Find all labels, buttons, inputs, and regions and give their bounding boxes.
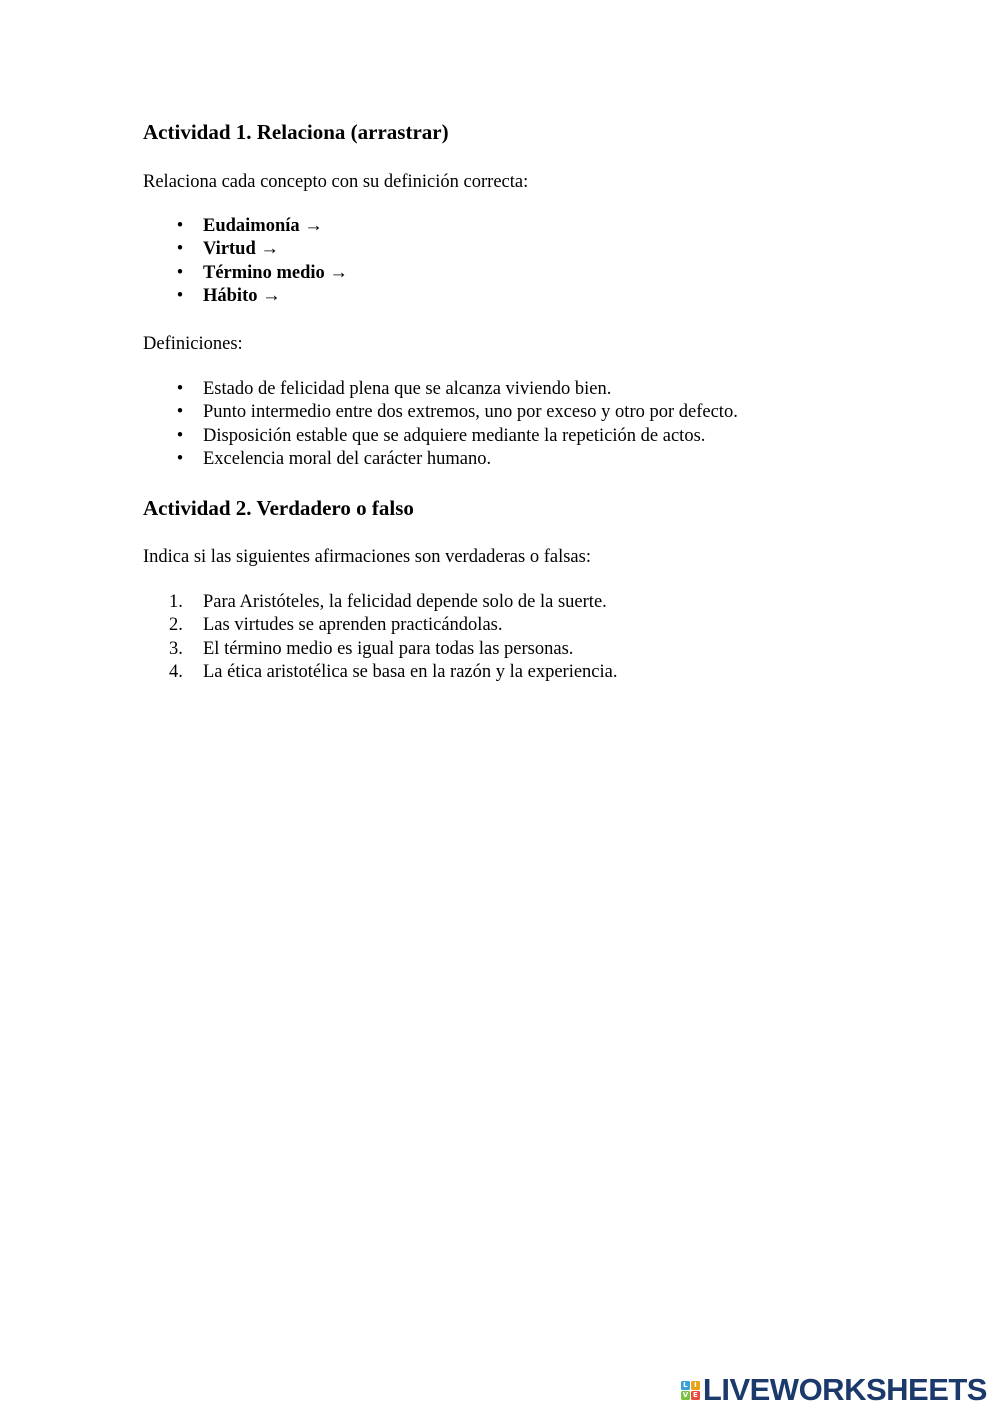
statement-item[interactable] [143, 614, 617, 637]
statement-text: El término medio es igual para todas las personas. [203, 638, 574, 659]
bullet-icon: • [176, 448, 184, 469]
definition-text: Excelencia moral del carácter humano. [203, 448, 492, 469]
statement-list [143, 591, 617, 684]
bullet-icon: • [176, 379, 184, 399]
logo-mark-tile: I [691, 1381, 700, 1390]
concept-label: Virtud → [203, 239, 279, 260]
concept-label: Hábito → [203, 285, 281, 306]
statement-number: 4. [169, 661, 183, 682]
statement-item[interactable] [143, 638, 617, 661]
liveworksheets-logo [681, 1372, 987, 1408]
definition-item[interactable] [143, 401, 738, 424]
definition-list [143, 378, 738, 471]
logo-mark-tile: E [691, 1391, 700, 1400]
concept-item[interactable] [143, 238, 348, 261]
bullet-icon: • [176, 285, 184, 306]
definitions-label: Definiciones: [143, 334, 243, 354]
concept-item[interactable] [143, 285, 348, 308]
logo-mark-icon [681, 1381, 700, 1400]
concept-label: Eudaimonía → [203, 216, 323, 236]
definition-item[interactable] [143, 378, 738, 401]
definition-item[interactable] [143, 425, 738, 448]
statement-text: Para Aristóteles, la felicidad depende solo de la suerte. [203, 592, 607, 612]
statement-text: Las virtudes se aprenden practicándolas. [203, 615, 503, 636]
activity-2-instruction: Indica si las siguientes afirmaciones son verdaderas o falsas: [143, 547, 591, 567]
concept-label: Término medio → [203, 262, 348, 283]
activity-2-title: Actividad 2. Verdadero o falso [143, 496, 414, 520]
statement-item[interactable] [143, 661, 617, 684]
definition-text: Estado de felicidad plena que se alcanza viviendo bien. [203, 379, 612, 399]
bullet-icon: • [176, 216, 184, 236]
concept-item[interactable] [143, 215, 348, 238]
statement-number: 3. [169, 638, 183, 659]
statement-text: La ética aristotélica se basa en la razón y la experiencia. [203, 661, 618, 682]
activity-1-title: Actividad 1. Relaciona (arrastrar) [143, 120, 449, 144]
bullet-icon: • [176, 425, 184, 446]
definition-text: Disposición estable que se adquiere mediante la repetición de actos. [203, 425, 706, 446]
logo-mark-tile: V [682, 1390, 689, 1399]
statement-number: 2. [169, 615, 183, 636]
definition-item[interactable] [143, 448, 738, 471]
logo-mark-tile: L [681, 1381, 690, 1390]
logo-text: LIVEWORKSHEETS [702, 1372, 987, 1407]
statement-number: 1. [169, 592, 183, 612]
activity-1-instruction: Relaciona cada concepto con su definición correcta: [143, 172, 529, 192]
statement-item[interactable] [143, 591, 617, 614]
concept-item[interactable] [143, 262, 348, 285]
concept-list [143, 215, 348, 308]
bullet-icon: • [176, 239, 184, 260]
bullet-icon: • [176, 262, 184, 283]
definition-text: Punto intermedio entre dos extremos, uno por exceso y otro por defecto. [203, 402, 738, 423]
bullet-icon: • [176, 402, 184, 423]
